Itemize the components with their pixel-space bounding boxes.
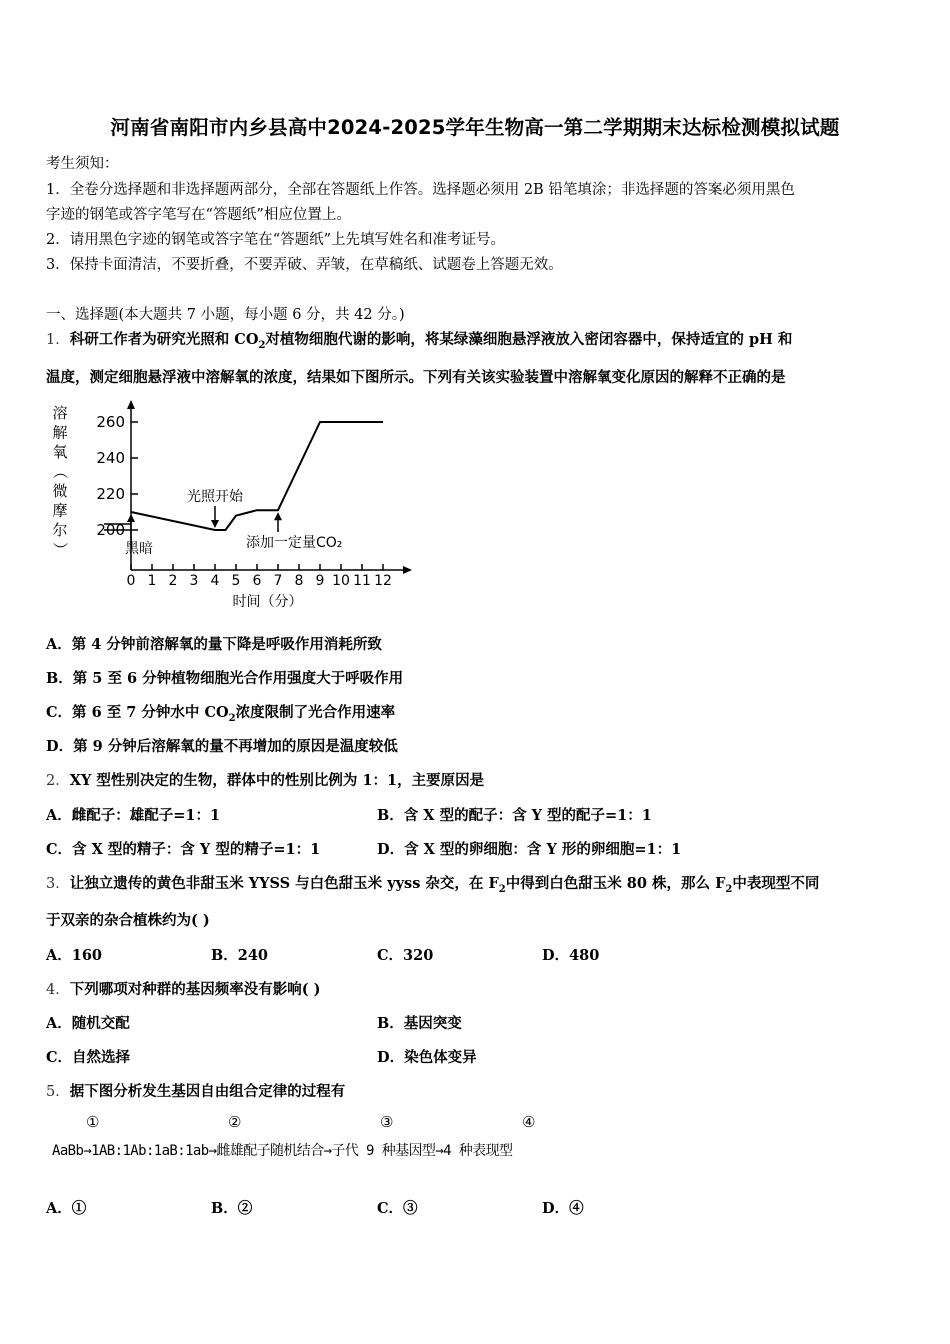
q2-text: XY 型性别决定的生物，群体中的性别比例为 1：1，主要原因是: [69, 772, 485, 789]
process-label-3: ③: [380, 1113, 394, 1131]
x-axis-arrow: [403, 566, 412, 574]
x-axis-label: 时间（分）: [232, 594, 303, 610]
q4-option-a[interactable]: A．随机交配: [46, 1015, 130, 1032]
y-axis-label-char: 微: [52, 482, 68, 500]
question-4-stem: [46, 978, 321, 999]
x-tick-label: 0: [126, 573, 136, 589]
question-2-stem: [46, 769, 484, 790]
q3-sub-2: 2: [725, 883, 733, 895]
y-axis-label-char: 解: [52, 423, 68, 442]
x-tick-label: 4: [210, 573, 220, 589]
q5-option-a[interactable]: A．①: [46, 1200, 87, 1217]
q3-text-b: 中得到白色甜玉米 80 株，那么 F: [505, 875, 726, 892]
q3-option-d[interactable]: D．480: [542, 947, 600, 964]
q1-option-a[interactable]: A．第 4 分钟前溶解氧的量下降是呼吸作用消耗所致: [46, 636, 382, 653]
question-number: 4．: [46, 982, 70, 998]
q3-text-a: 让独立遗传的黄色非甜玉米 YYSS 与白色甜玉米 yyss 杂交，在 F: [69, 875, 499, 892]
genetics-flow-diagram: AaBb→1AB:1Ab:1aB:1ab→雌雄配子随机结合→子代 9 种基因型→4 种表现型: [52, 1143, 513, 1159]
q5-option-b[interactable]: B．②: [211, 1200, 253, 1217]
q3-option-b[interactable]: B．240: [211, 947, 269, 964]
question-3-stem: [46, 872, 819, 895]
page-title: 河南省南阳市内乡县高中2024-2025学年生物高一第二学期期末达标检测模拟试题: [110, 116, 840, 139]
y-axis-label-char: 氧: [52, 443, 68, 461]
notice-item-1-cont: 字迹的钢笔或答字笔写在“答题纸”相应位置上。: [46, 207, 351, 223]
q1-text-a: 科研工作者为研究光照和 CO: [69, 331, 259, 348]
x-tick-label: 9: [315, 573, 325, 589]
y-axis-label-char: （: [51, 463, 69, 480]
q1-option-b[interactable]: B．第 5 至 6 分钟植物细胞光合作用强度大于呼吸作用: [46, 670, 404, 687]
y-axis-label-char: 摩: [52, 501, 68, 520]
question-number: 5．: [46, 1084, 70, 1100]
y-axis-arrow: [127, 400, 135, 409]
question-1-stem: [46, 328, 792, 351]
q5-option-c[interactable]: C．③: [377, 1200, 418, 1217]
notice-item-1: 1．全卷分选择题和非选择题两部分，全部在答题纸上作答。选择题必须用 2B 铅笔填涂；非选择题的答案必须用黑色: [46, 182, 795, 198]
notice-item-3: 3．保持卡面清洁，不要折叠，不要弄破、弄皱，在草稿纸、试题卷上答题无效。: [46, 257, 563, 273]
x-tick-label: 6: [252, 573, 262, 589]
series-line: [131, 422, 383, 530]
question-number: 2．: [46, 773, 70, 789]
y-axis-label-char: ）: [51, 541, 69, 558]
q4-text: 下列哪项对种群的基因频率没有影响( ): [69, 981, 321, 998]
x-tick-label: 7: [273, 573, 283, 589]
x-tick-label: 2: [168, 573, 178, 589]
dissolved-oxygen-chart: [40, 400, 420, 615]
x-tick-label: 3: [189, 573, 199, 589]
q1-option-c-sub: 2: [228, 712, 236, 724]
q1-text-b: 对植物细胞代谢的影响，将某绿藻细胞悬浮液放入密闭容器中，保持适宜的 pH 和: [265, 331, 793, 348]
y-tick-label: 220: [96, 485, 125, 503]
x-tick-label: 11: [353, 573, 371, 589]
darkness-label: 黑暗: [125, 541, 153, 557]
x-tick-label: 5: [231, 573, 241, 589]
x-tick-label: 12: [374, 573, 392, 589]
light-start-label: 光照开始: [187, 489, 243, 505]
question-number: 3．: [46, 876, 70, 892]
q4-option-c[interactable]: C．自然选择: [46, 1049, 131, 1066]
q3-option-a[interactable]: A．160: [46, 947, 103, 964]
light-start-arrowhead: [211, 520, 219, 528]
q1-option-c-text: C．第 6 至 7 分钟水中 CO: [46, 704, 229, 721]
q1-option-c[interactable]: [46, 701, 395, 724]
y-tick-label: 240: [96, 449, 125, 467]
q2-option-b[interactable]: B．含 X 型的配子：含 Y 型的配子=1：1: [377, 807, 652, 824]
y-axis-label-char: 尔: [52, 521, 68, 539]
q3-sub-1: 2: [498, 883, 506, 895]
q1-sub: 2: [258, 339, 266, 351]
q4-option-b[interactable]: B．基因突变: [377, 1015, 462, 1032]
question-5-stem: [46, 1080, 345, 1101]
q3-text-c: 中表现型不同: [732, 875, 820, 892]
x-tick-label: 1: [147, 573, 157, 589]
question-3-stem-cont: 于双亲的杂合植株约为( ): [46, 912, 210, 929]
x-tick-label: 8: [294, 573, 304, 589]
q5-option-d[interactable]: D．④: [542, 1200, 584, 1217]
y-tick-label: 200: [96, 521, 125, 539]
darkness-arrowhead: [127, 514, 135, 522]
y-tick-label: 260: [96, 413, 125, 431]
question-number: 1．: [46, 332, 70, 348]
process-label-2: ②: [228, 1113, 242, 1131]
y-axis-label-char: 溶: [52, 404, 68, 422]
notice-heading: 考生须知：: [46, 156, 119, 172]
y-axis-label: [51, 404, 69, 557]
process-label-4: ④: [522, 1113, 536, 1131]
q3-option-c[interactable]: C．320: [377, 947, 434, 964]
question-1-stem-cont: 温度，测定细胞悬浮液中溶解氧的浓度，结果如下图所示。下列有关该实验装置中溶解氧变化原因的解释不正确的是: [46, 369, 786, 386]
co2-arrowhead: [274, 512, 282, 520]
section-heading: 一、选择题(本大题共 7 小题，每小题 6 分，共 42 分。): [46, 307, 405, 323]
process-label-1: ①: [86, 1113, 100, 1131]
q2-option-a[interactable]: A．雌配子：雄配子=1：1: [46, 807, 221, 824]
q1-option-d[interactable]: D．第 9 分钟后溶解氧的量不再增加的原因是温度较低: [46, 738, 398, 755]
q5-text: 据下图分析发生基因自由组合定律的过程有: [69, 1083, 346, 1100]
q4-option-d[interactable]: D．染色体变异: [377, 1049, 477, 1066]
co2-label: 添加一定量CO₂: [246, 535, 343, 551]
q2-option-c[interactable]: C．含 X 型的精子：含 Y 型的精子=1：1: [46, 841, 321, 858]
q2-option-d[interactable]: D．含 X 型的卵细胞：含 Y 形的卵细胞=1：1: [377, 841, 682, 858]
notice-item-2: 2．请用黑色字迹的钢笔或答字笔在“答题纸”上先填写姓名和准考证号。: [46, 232, 506, 248]
q1-option-c-text-2: 浓度限制了光合作用速率: [235, 704, 396, 721]
x-tick-label: 10: [332, 573, 350, 589]
